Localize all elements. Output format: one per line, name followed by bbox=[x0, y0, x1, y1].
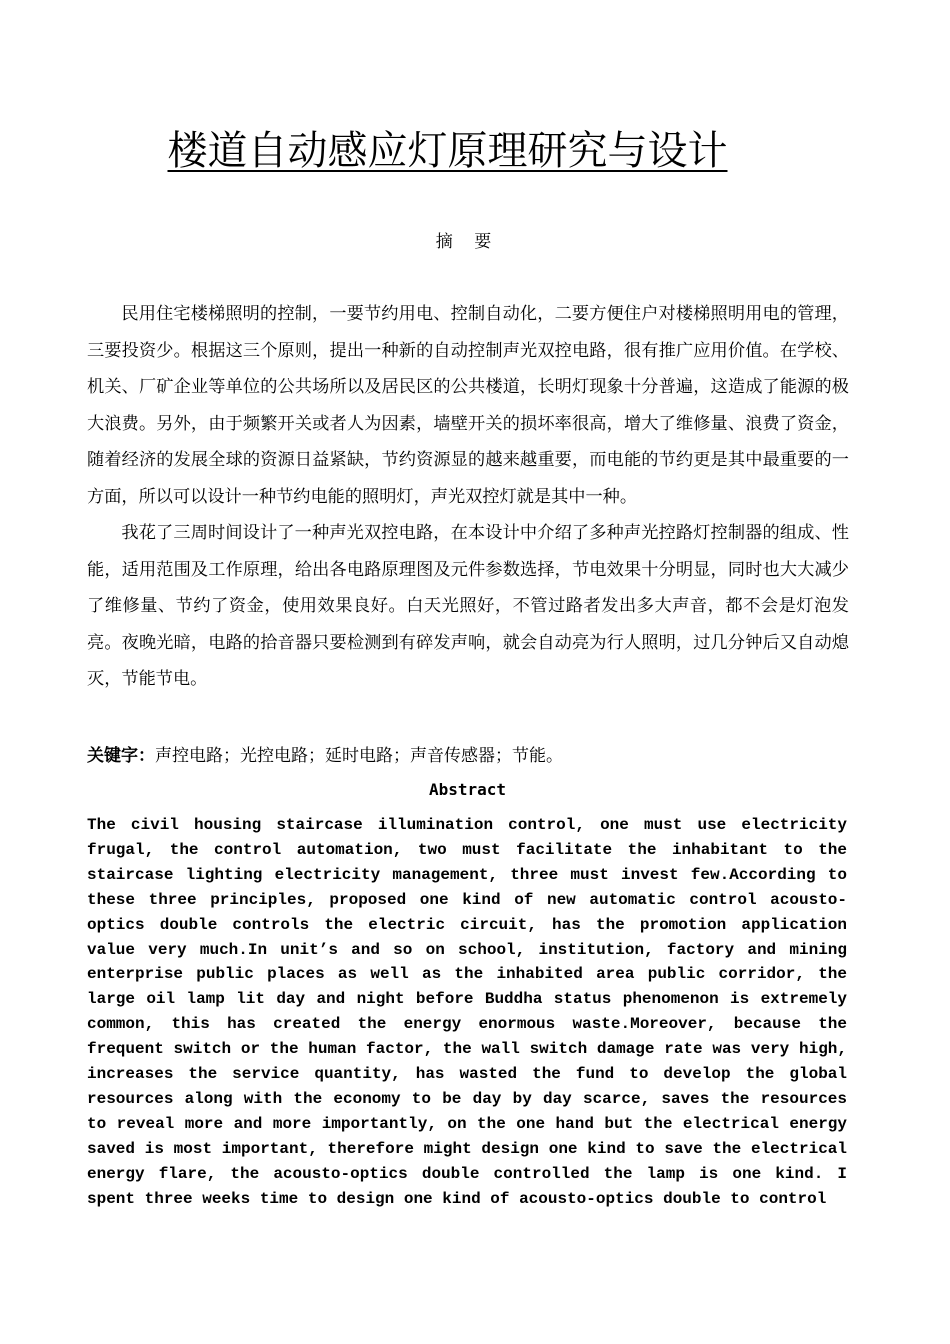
abstract-cn-heading: 摘 要 bbox=[435, 232, 500, 252]
abstract-cn-paragraph-1: 民用住宅楼梯照明的控制，一要节约用电、控制自动化，二要方便住户对楼梯照明用电的管理，三要投资少。根据这三个原则，提出一种新的自动控制声光双控电路，很有推广应用价值。在学校、机关、厂矿企业等单位的公共场所以及居民区的公共楼道，长明灯现象十分普遍，这造成了能源的极大浪费。另外，由于频繁开关或者人为因素，墙壁开关的损坏率很高，增大了维修量、浪费了资金，随着经济的发展全球的资源日益紧缺，节约资源显的越来越重要，而电能的节约更是其中最重要的一方面，所以可以设计一种节约电能的照明灯，声光双控灯就是其中一种。 bbox=[87, 304, 849, 507]
abstract-en-body: The civil housing staircase illumination control, one must use electricity frugal, the control automation, two must facilitate the inhabitant to the staircase lighting electricity management, three must invest few.According to these three principles, proposed one kind of new automatic control acousto-optics double controls the electric circuit, has the promotion application value very much.In unit’s and so on school, institution, factory and mining enterprise public places as well as the inhabited area public corridor, the large oil lamp lit day and night before Buddha status phenomenon is extremely common, this has created the energy enormous waste.Moreover, because the frequent switch or the human factor, the wall switch damage rate was very high, increases the service quantity, has wasted the fund to develop the global resources along with the economy to be day by day scarce, saves the resources to reveal more and more importantly, on the one hand but the electrical energy saved is most important, therefore might design one kind to save the electrical energy flare, the acousto-optics double controlled the lamp is one kind. I spent three weeks time to design one kind of acousto-optics double to control bbox=[87, 816, 847, 1208]
document-title bbox=[0, 122, 895, 180]
abstract-en-heading: Abstract bbox=[428, 780, 507, 799]
keywords-text: 声控电路；光控电路；延时电路；声音传感器；节能。 bbox=[155, 746, 563, 766]
keywords-line bbox=[87, 741, 849, 771]
keywords-label: 关键字： bbox=[87, 746, 155, 766]
document-title-text: 楼道自动感应灯原理研究与设计 bbox=[167, 128, 728, 174]
abstract-cn-body bbox=[87, 296, 849, 698]
abstract-cn-paragraph-2: 我花了三周时间设计了一种声光双控电路，在本设计中介绍了多种声光控路灯控制器的组成、性能，适用范围及工作原理，给出各电路原理图及元件参数选择，节电效果十分明显，同时也大大减少了维修量、节约了资金，使用效果良好。白天光照好，不管过路者发出多大声音，都不会是灯泡发亮。夜晚光暗，电路的拾音器只要检测到有碎发声响，就会自动亮为行人照明，过几分钟后又自动熄灭，节能节电。 bbox=[87, 523, 849, 689]
